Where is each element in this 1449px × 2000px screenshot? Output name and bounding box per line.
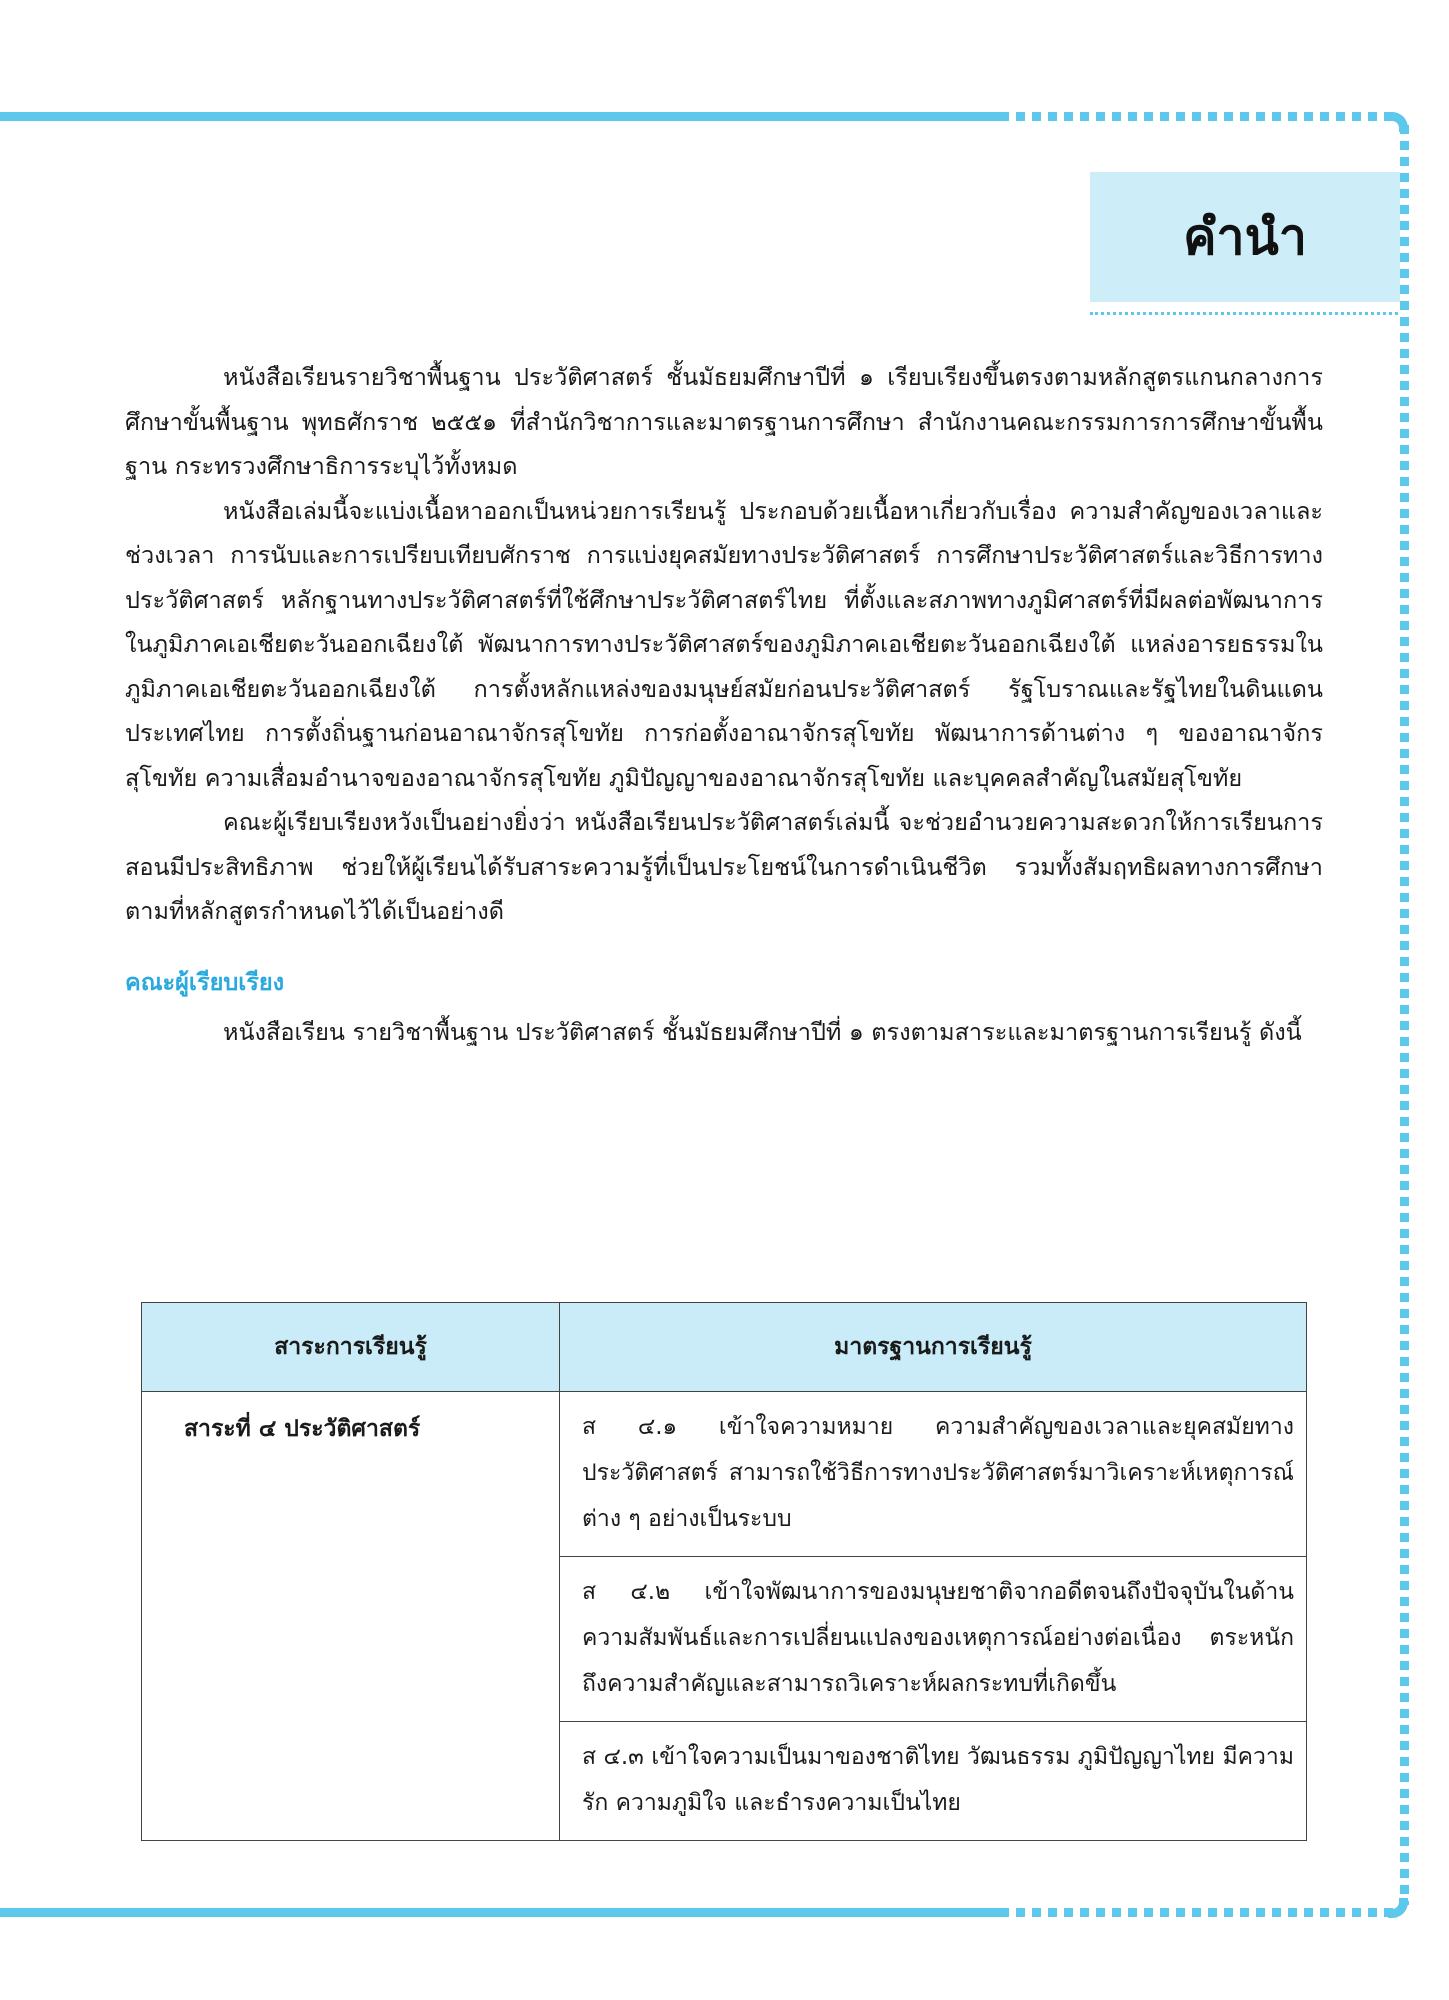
bottom-border-line (0, 1908, 1000, 1917)
top-border-dots (1000, 112, 1395, 121)
right-border-dots (1400, 125, 1409, 1905)
table-intro: หนังสือเรียน รายวิชาพื้นฐาน ประวัติศาสตร์ ชั้นมัธยมศึกษาปีที่ ๑ ตรงตามสาระและมาตรฐานการเรียนรู้ ดังนี้ (223, 1018, 1302, 1046)
page-title: คำนำ (1183, 207, 1307, 266)
title-box (1090, 172, 1400, 302)
author-signature: คณะผู้เรียบเรียง (125, 967, 285, 996)
title-underline-dots (1090, 312, 1398, 315)
preface-paragraph-3: คณะผู้เรียบเรียงหวังเป็นอย่างยิ่งว่า หนังสือเรียนประวัติศาสตร์เล่มนี้ จะช่วยอำนวยความสะดวกให้การเรียนการสอนมีประสิทธิภาพ ช่วยให้ผู้เรียนได้รับสาระความรู้ที่เป็นประโยชน์ในการดำเนินชีวิต รวมทั้งสัมฤทธิผลทางการศึกษาตามที่หลักสูตรกำหนดไว้ได้เป็นอย่างดี (125, 808, 1323, 925)
preface-body (125, 355, 1323, 1055)
standards-table (141, 1302, 1307, 1841)
standards-cell (560, 1392, 1307, 1841)
preface-paragraph-1: หนังสือเรียนรายวิชาพื้นฐาน ประวัติศาสตร์ ชั้นมัธยมศึกษาปีที่ ๑ เรียบเรียงขึ้นตรงตามหลักสูตรแกนกลางการศึกษาขั้นพื้นฐาน พุทธศักราช ๒๕๕๑ ที่สำนักวิชาการและมาตรฐานการศึกษา สำนักงานคณะกรรมการการศึกษาขั้นพื้นฐาน กระทรวงศึกษาธิการระบุไว้ทั้งหมด (125, 363, 1323, 480)
table-header-row (142, 1303, 1307, 1392)
header-standard: มาตรฐานการเรียนรู้ (560, 1303, 1307, 1392)
top-border-line (0, 112, 1000, 121)
standard-item-3: ส ๔.๓ เข้าใจความเป็นมาของชาติไทย วัฒนธรรม ภูมิปัญญาไทย มีความรัก ความภูมิใจ และธำรงความเป็นไทย (560, 1721, 1306, 1840)
table-row (142, 1392, 1307, 1841)
standard-item-2: ส ๔.๒ เข้าใจพัฒนาการของมนุษยชาติจากอดีตจนถึงปัจจุบันในด้านความสัมพันธ์และการเปลี่ยนแปลงของเหตุการณ์อย่างต่อเนื่อง ตระหนักถึงความสำคัญและสามารถวิเคราะห์ผลกระทบที่เกิดขึ้น (560, 1556, 1306, 1721)
bottom-border-dots (1000, 1908, 1395, 1917)
header-strand: สาระการเรียนรู้ (142, 1303, 560, 1392)
standard-item-1: ส ๔.๑ เข้าใจความหมาย ความสำคัญของเวลาและยุคสมัยทางประวัติศาสตร์ สามารถใช้วิธีการทางประวัติศาสตร์มาวิเคราะห์เหตุการณ์ต่าง ๆ อย่างเป็นระบบ (582, 1414, 1294, 1532)
preface-paragraph-2: หนังสือเล่มนี้จะแบ่งเนื้อหาออกเป็นหน่วยการเรียนรู้ ประกอบด้วยเนื้อหาเกี่ยวกับเรื่อง ความสำคัญของเวลาและช่วงเวลา การนับและการเปรียบเทียบศักราช การแบ่งยุคสมัยทางประวัติศาสตร์ การศึกษาประวัติศาสตร์และวิธีการทางประวัติศาสตร์ หลักฐานทางประวัติศาสตร์ที่ใช้ศึกษาประวัติศาสตร์ไทย ที่ตั้งและสภาพทางภูมิศาสตร์ที่มีผลต่อพัฒนาการในภูมิภาคเอเชียตะวันออกเฉียงใต้ พัฒนาการทางประวัติศาสตร์ของภูมิภาคเอเชียตะวันออกเฉียงใต้ แหล่งอารยธรรมในภูมิภาคเอเชียตะวันออกเฉียงใต้ การตั้งหลักแหล่งของมนุษย์สมัยก่อนประวัติศาสตร์ รัฐโบราณและรัฐไทยในดินแดนประเทศไทย การตั้งถิ่นฐานก่อนอาณาจักรสุโขทัย การก่อตั้งอาณาจักรสุโขทัย พัฒนาการด้านต่าง ๆ ของอาณาจักรสุโขทัย ความเสื่อมอำนาจของอาณาจักรสุโขทัย ภูมิปัญญาของอาณาจักรสุโขทัย และบุคคลสำคัญในสมัยสุโขทัย (125, 496, 1323, 792)
strand-cell: สาระที่ ๔ ประวัติศาสตร์ (142, 1392, 560, 1841)
